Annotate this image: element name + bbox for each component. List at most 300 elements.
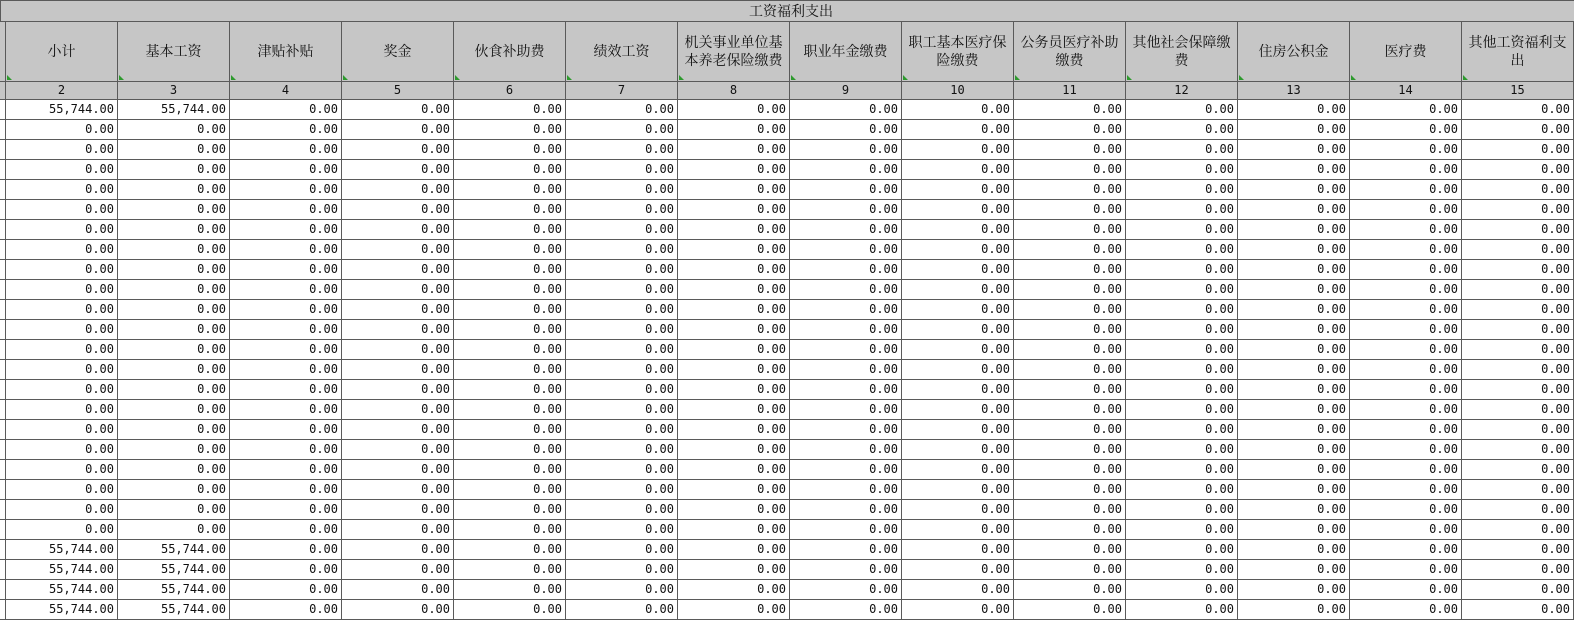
table-cell[interactable]: 0.00 xyxy=(342,560,454,580)
table-cell[interactable]: 0.00 xyxy=(1350,520,1462,540)
table-cell[interactable]: 0.00 xyxy=(1126,520,1238,540)
table-cell[interactable]: 0.00 xyxy=(678,320,790,340)
table-cell[interactable]: 0.00 xyxy=(566,600,678,620)
table-cell[interactable]: 0.00 xyxy=(1126,220,1238,240)
table-cell[interactable]: 0.00 xyxy=(566,260,678,280)
table-cell[interactable]: 0.00 xyxy=(790,160,902,180)
table-cell[interactable]: 0.00 xyxy=(1014,180,1126,200)
table-cell[interactable]: 0.00 xyxy=(454,360,566,380)
table-cell[interactable]: 0.00 xyxy=(6,320,118,340)
table-cell[interactable]: 0.00 xyxy=(1126,160,1238,180)
table-cell[interactable]: 0.00 xyxy=(1462,240,1574,260)
table-cell[interactable]: 0.00 xyxy=(1350,400,1462,420)
table-cell[interactable]: 0.00 xyxy=(678,520,790,540)
table-cell[interactable]: 0.00 xyxy=(678,440,790,460)
table-cell[interactable]: 0.00 xyxy=(6,200,118,220)
column-index-cell[interactable]: 9 xyxy=(790,82,902,100)
table-cell[interactable]: 0.00 xyxy=(1014,600,1126,620)
table-cell[interactable]: 0.00 xyxy=(230,380,342,400)
table-cell[interactable]: 0.00 xyxy=(902,220,1014,240)
table-cell[interactable]: 55,744.00 xyxy=(6,580,118,600)
table-cell[interactable]: 0.00 xyxy=(230,320,342,340)
table-cell[interactable]: 0.00 xyxy=(902,120,1014,140)
column-header-cell[interactable] xyxy=(342,22,454,82)
table-cell[interactable]: 0.00 xyxy=(790,360,902,380)
table-cell[interactable]: 0.00 xyxy=(342,460,454,480)
table-cell[interactable]: 0.00 xyxy=(6,440,118,460)
column-header-cell[interactable] xyxy=(1462,22,1574,82)
table-cell[interactable]: 0.00 xyxy=(6,500,118,520)
table-cell[interactable]: 0.00 xyxy=(902,100,1014,120)
table-cell[interactable]: 0.00 xyxy=(118,280,230,300)
table-cell[interactable]: 0.00 xyxy=(342,160,454,180)
table-cell[interactable]: 0.00 xyxy=(454,220,566,240)
table-cell[interactable]: 0.00 xyxy=(454,460,566,480)
table-cell[interactable]: 0.00 xyxy=(342,320,454,340)
table-cell[interactable]: 0.00 xyxy=(566,420,678,440)
table-cell[interactable]: 0.00 xyxy=(1238,180,1350,200)
group-header-cell[interactable]: 工资福利支出 xyxy=(0,0,1574,22)
column-index-cell[interactable]: 4 xyxy=(230,82,342,100)
table-cell[interactable]: 0.00 xyxy=(566,160,678,180)
table-cell[interactable]: 0.00 xyxy=(902,560,1014,580)
table-cell[interactable]: 0.00 xyxy=(118,340,230,360)
table-cell[interactable]: 0.00 xyxy=(1126,540,1238,560)
table-cell[interactable]: 0.00 xyxy=(1462,180,1574,200)
table-cell[interactable]: 0.00 xyxy=(1126,360,1238,380)
table-cell[interactable]: 0.00 xyxy=(230,400,342,420)
table-cell[interactable]: 0.00 xyxy=(566,100,678,120)
table-cell[interactable]: 0.00 xyxy=(230,460,342,480)
table-cell[interactable]: 0.00 xyxy=(678,560,790,580)
table-cell[interactable]: 0.00 xyxy=(1462,220,1574,240)
table-cell[interactable]: 0.00 xyxy=(230,520,342,540)
table-cell[interactable]: 0.00 xyxy=(1014,320,1126,340)
table-cell[interactable]: 0.00 xyxy=(566,180,678,200)
table-cell[interactable]: 0.00 xyxy=(1126,200,1238,220)
table-cell[interactable]: 0.00 xyxy=(1350,140,1462,160)
table-cell[interactable]: 0.00 xyxy=(1014,140,1126,160)
table-cell[interactable]: 0.00 xyxy=(1014,560,1126,580)
table-cell[interactable]: 0.00 xyxy=(902,400,1014,420)
column-index-cell[interactable]: 14 xyxy=(1350,82,1462,100)
table-cell[interactable]: 0.00 xyxy=(342,420,454,440)
table-cell[interactable]: 0.00 xyxy=(790,480,902,500)
table-cell[interactable]: 0.00 xyxy=(678,160,790,180)
table-cell[interactable]: 0.00 xyxy=(230,580,342,600)
table-cell[interactable]: 0.00 xyxy=(118,300,230,320)
table-cell[interactable]: 0.00 xyxy=(342,100,454,120)
table-cell[interactable]: 0.00 xyxy=(1462,200,1574,220)
table-cell[interactable]: 0.00 xyxy=(1238,440,1350,460)
table-cell[interactable]: 0.00 xyxy=(1238,380,1350,400)
table-cell[interactable]: 0.00 xyxy=(454,400,566,420)
table-cell[interactable]: 0.00 xyxy=(1462,300,1574,320)
table-cell[interactable]: 0.00 xyxy=(1462,340,1574,360)
table-cell[interactable]: 0.00 xyxy=(230,540,342,560)
table-cell[interactable]: 0.00 xyxy=(678,140,790,160)
table-cell[interactable]: 0.00 xyxy=(1350,500,1462,520)
table-cell[interactable]: 0.00 xyxy=(118,500,230,520)
table-cell[interactable]: 0.00 xyxy=(1350,320,1462,340)
table-cell[interactable]: 0.00 xyxy=(1014,400,1126,420)
table-cell[interactable]: 0.00 xyxy=(230,420,342,440)
table-cell[interactable]: 0.00 xyxy=(454,580,566,600)
table-cell[interactable]: 0.00 xyxy=(454,160,566,180)
table-cell[interactable]: 0.00 xyxy=(230,240,342,260)
table-cell[interactable]: 0.00 xyxy=(1238,340,1350,360)
table-cell[interactable]: 0.00 xyxy=(454,520,566,540)
table-cell[interactable]: 0.00 xyxy=(118,420,230,440)
table-cell[interactable]: 0.00 xyxy=(566,400,678,420)
table-cell[interactable]: 0.00 xyxy=(230,120,342,140)
table-cell[interactable]: 0.00 xyxy=(1462,400,1574,420)
table-cell[interactable]: 0.00 xyxy=(678,240,790,260)
table-cell[interactable]: 55,744.00 xyxy=(6,100,118,120)
table-cell[interactable]: 0.00 xyxy=(1238,100,1350,120)
table-cell[interactable]: 0.00 xyxy=(6,140,118,160)
table-cell[interactable]: 0.00 xyxy=(1238,320,1350,340)
table-cell[interactable]: 0.00 xyxy=(902,600,1014,620)
table-cell[interactable]: 0.00 xyxy=(1462,500,1574,520)
table-cell[interactable]: 0.00 xyxy=(902,160,1014,180)
table-cell[interactable]: 0.00 xyxy=(678,340,790,360)
table-cell[interactable]: 0.00 xyxy=(566,520,678,540)
table-cell[interactable]: 0.00 xyxy=(342,300,454,320)
table-cell[interactable]: 0.00 xyxy=(6,240,118,260)
table-cell[interactable]: 0.00 xyxy=(1462,520,1574,540)
table-cell[interactable]: 0.00 xyxy=(678,400,790,420)
column-header-cell[interactable] xyxy=(1014,22,1126,82)
table-cell[interactable]: 0.00 xyxy=(118,360,230,380)
table-cell[interactable]: 0.00 xyxy=(678,380,790,400)
table-cell[interactable]: 0.00 xyxy=(566,360,678,380)
table-cell[interactable]: 0.00 xyxy=(902,580,1014,600)
table-cell[interactable]: 0.00 xyxy=(1126,440,1238,460)
column-index-cell[interactable]: 2 xyxy=(6,82,118,100)
table-cell[interactable]: 0.00 xyxy=(1462,280,1574,300)
table-cell[interactable]: 0.00 xyxy=(1462,480,1574,500)
table-cell[interactable]: 0.00 xyxy=(790,100,902,120)
table-cell[interactable]: 0.00 xyxy=(1238,260,1350,280)
table-cell[interactable]: 0.00 xyxy=(1462,140,1574,160)
table-cell[interactable]: 0.00 xyxy=(1462,440,1574,460)
table-cell[interactable]: 0.00 xyxy=(566,560,678,580)
column-header-cell[interactable] xyxy=(790,22,902,82)
table-cell[interactable]: 0.00 xyxy=(342,120,454,140)
table-cell[interactable]: 0.00 xyxy=(790,540,902,560)
column-header-cell[interactable] xyxy=(1350,22,1462,82)
table-cell[interactable]: 0.00 xyxy=(790,240,902,260)
table-cell[interactable]: 0.00 xyxy=(790,120,902,140)
table-cell[interactable]: 0.00 xyxy=(902,540,1014,560)
table-cell[interactable]: 0.00 xyxy=(230,300,342,320)
table-cell[interactable]: 0.00 xyxy=(790,440,902,460)
table-cell[interactable]: 0.00 xyxy=(118,400,230,420)
table-cell[interactable]: 0.00 xyxy=(454,420,566,440)
table-cell[interactable]: 0.00 xyxy=(1126,380,1238,400)
table-cell[interactable]: 0.00 xyxy=(1126,180,1238,200)
column-header-cell[interactable] xyxy=(1238,22,1350,82)
table-cell[interactable]: 0.00 xyxy=(1014,160,1126,180)
table-cell[interactable]: 0.00 xyxy=(678,100,790,120)
table-cell[interactable]: 0.00 xyxy=(1126,280,1238,300)
table-cell[interactable]: 0.00 xyxy=(566,460,678,480)
table-cell[interactable]: 0.00 xyxy=(1014,340,1126,360)
table-cell[interactable]: 0.00 xyxy=(678,200,790,220)
table-cell[interactable]: 0.00 xyxy=(1462,540,1574,560)
column-header-cell[interactable] xyxy=(678,22,790,82)
table-cell[interactable]: 0.00 xyxy=(902,240,1014,260)
table-cell[interactable]: 0.00 xyxy=(342,520,454,540)
column-index-cell[interactable]: 3 xyxy=(118,82,230,100)
table-cell[interactable]: 0.00 xyxy=(342,440,454,460)
table-cell[interactable]: 0.00 xyxy=(454,120,566,140)
table-cell[interactable]: 0.00 xyxy=(1014,240,1126,260)
table-cell[interactable]: 0.00 xyxy=(454,340,566,360)
table-cell[interactable]: 0.00 xyxy=(902,340,1014,360)
table-cell[interactable]: 0.00 xyxy=(1238,400,1350,420)
table-cell[interactable]: 0.00 xyxy=(118,380,230,400)
table-cell[interactable]: 0.00 xyxy=(902,480,1014,500)
table-cell[interactable]: 0.00 xyxy=(902,420,1014,440)
table-cell[interactable]: 0.00 xyxy=(790,460,902,480)
table-cell[interactable]: 0.00 xyxy=(454,240,566,260)
table-cell[interactable]: 0.00 xyxy=(342,480,454,500)
table-cell[interactable]: 0.00 xyxy=(1238,540,1350,560)
table-cell[interactable]: 0.00 xyxy=(1238,460,1350,480)
table-cell[interactable]: 0.00 xyxy=(902,260,1014,280)
table-cell[interactable]: 0.00 xyxy=(790,180,902,200)
table-cell[interactable]: 0.00 xyxy=(790,580,902,600)
table-cell[interactable]: 0.00 xyxy=(454,140,566,160)
table-cell[interactable]: 0.00 xyxy=(6,180,118,200)
table-cell[interactable]: 0.00 xyxy=(1238,140,1350,160)
table-cell[interactable]: 0.00 xyxy=(118,140,230,160)
table-cell[interactable]: 0.00 xyxy=(1238,200,1350,220)
table-cell[interactable]: 0.00 xyxy=(6,160,118,180)
table-cell[interactable]: 55,744.00 xyxy=(118,100,230,120)
table-cell[interactable]: 0.00 xyxy=(454,440,566,460)
table-cell[interactable]: 0.00 xyxy=(902,520,1014,540)
column-header-cell[interactable] xyxy=(454,22,566,82)
table-cell[interactable]: 0.00 xyxy=(1014,480,1126,500)
table-cell[interactable]: 0.00 xyxy=(566,480,678,500)
table-cell[interactable]: 55,744.00 xyxy=(118,560,230,580)
table-cell[interactable]: 0.00 xyxy=(1126,260,1238,280)
table-cell[interactable]: 0.00 xyxy=(1238,520,1350,540)
table-cell[interactable]: 0.00 xyxy=(566,220,678,240)
table-cell[interactable]: 0.00 xyxy=(118,120,230,140)
table-cell[interactable]: 0.00 xyxy=(454,380,566,400)
table-cell[interactable]: 0.00 xyxy=(1014,120,1126,140)
table-cell[interactable]: 0.00 xyxy=(1126,340,1238,360)
table-cell[interactable]: 0.00 xyxy=(1126,100,1238,120)
table-cell[interactable]: 0.00 xyxy=(6,220,118,240)
table-cell[interactable]: 0.00 xyxy=(678,580,790,600)
table-cell[interactable]: 0.00 xyxy=(1350,100,1462,120)
table-cell[interactable]: 0.00 xyxy=(454,480,566,500)
table-cell[interactable]: 0.00 xyxy=(678,300,790,320)
table-cell[interactable]: 0.00 xyxy=(902,500,1014,520)
table-cell[interactable]: 0.00 xyxy=(902,380,1014,400)
table-cell[interactable]: 0.00 xyxy=(1462,100,1574,120)
table-cell[interactable]: 0.00 xyxy=(230,480,342,500)
table-cell[interactable]: 0.00 xyxy=(790,600,902,620)
table-cell[interactable]: 0.00 xyxy=(1462,380,1574,400)
table-cell[interactable]: 0.00 xyxy=(790,380,902,400)
table-cell[interactable]: 0.00 xyxy=(1126,320,1238,340)
table-cell[interactable]: 0.00 xyxy=(1238,480,1350,500)
column-index-cell[interactable]: 12 xyxy=(1126,82,1238,100)
table-cell[interactable]: 0.00 xyxy=(1238,580,1350,600)
table-cell[interactable]: 0.00 xyxy=(678,260,790,280)
column-index-cell[interactable]: 7 xyxy=(566,82,678,100)
table-cell[interactable]: 0.00 xyxy=(6,340,118,360)
table-cell[interactable]: 0.00 xyxy=(678,220,790,240)
table-cell[interactable]: 0.00 xyxy=(790,280,902,300)
table-cell[interactable]: 0.00 xyxy=(790,560,902,580)
table-cell[interactable]: 0.00 xyxy=(790,220,902,240)
table-cell[interactable]: 0.00 xyxy=(1350,300,1462,320)
table-cell[interactable]: 0.00 xyxy=(342,220,454,240)
table-cell[interactable]: 0.00 xyxy=(790,300,902,320)
table-cell[interactable]: 0.00 xyxy=(342,180,454,200)
table-cell[interactable]: 0.00 xyxy=(454,260,566,280)
table-cell[interactable]: 0.00 xyxy=(230,600,342,620)
table-cell[interactable]: 0.00 xyxy=(230,280,342,300)
table-cell[interactable]: 0.00 xyxy=(1350,580,1462,600)
table-cell[interactable]: 0.00 xyxy=(790,200,902,220)
table-cell[interactable]: 0.00 xyxy=(1462,460,1574,480)
table-cell[interactable]: 0.00 xyxy=(342,500,454,520)
table-cell[interactable]: 0.00 xyxy=(1126,600,1238,620)
table-cell[interactable]: 0.00 xyxy=(342,360,454,380)
table-cell[interactable]: 0.00 xyxy=(1350,340,1462,360)
table-cell[interactable]: 0.00 xyxy=(1462,360,1574,380)
table-cell[interactable]: 0.00 xyxy=(6,520,118,540)
table-cell[interactable]: 0.00 xyxy=(566,540,678,560)
table-cell[interactable]: 0.00 xyxy=(342,200,454,220)
table-cell[interactable]: 0.00 xyxy=(566,140,678,160)
table-cell[interactable]: 0.00 xyxy=(454,200,566,220)
table-cell[interactable]: 0.00 xyxy=(678,280,790,300)
table-cell[interactable]: 0.00 xyxy=(118,240,230,260)
table-cell[interactable]: 0.00 xyxy=(1014,520,1126,540)
table-cell[interactable]: 0.00 xyxy=(1350,360,1462,380)
table-cell[interactable]: 0.00 xyxy=(342,140,454,160)
table-cell[interactable]: 0.00 xyxy=(902,320,1014,340)
table-cell[interactable]: 0.00 xyxy=(566,300,678,320)
table-cell[interactable]: 0.00 xyxy=(678,420,790,440)
table-cell[interactable]: 0.00 xyxy=(6,360,118,380)
table-cell[interactable]: 0.00 xyxy=(454,560,566,580)
table-cell[interactable]: 0.00 xyxy=(1014,360,1126,380)
table-cell[interactable]: 0.00 xyxy=(902,280,1014,300)
table-cell[interactable]: 0.00 xyxy=(1014,300,1126,320)
table-cell[interactable]: 0.00 xyxy=(230,180,342,200)
table-cell[interactable]: 0.00 xyxy=(118,160,230,180)
table-cell[interactable]: 0.00 xyxy=(1126,460,1238,480)
table-cell[interactable]: 0.00 xyxy=(6,260,118,280)
table-cell[interactable]: 0.00 xyxy=(678,360,790,380)
table-cell[interactable]: 0.00 xyxy=(1350,280,1462,300)
table-cell[interactable]: 0.00 xyxy=(1238,500,1350,520)
table-cell[interactable]: 0.00 xyxy=(1238,280,1350,300)
table-cell[interactable]: 0.00 xyxy=(790,140,902,160)
table-cell[interactable]: 0.00 xyxy=(118,480,230,500)
table-cell[interactable]: 0.00 xyxy=(6,480,118,500)
table-cell[interactable]: 0.00 xyxy=(342,240,454,260)
table-cell[interactable]: 0.00 xyxy=(1126,560,1238,580)
table-cell[interactable]: 0.00 xyxy=(1238,240,1350,260)
table-cell[interactable]: 0.00 xyxy=(790,320,902,340)
column-header-cell[interactable] xyxy=(1126,22,1238,82)
table-cell[interactable]: 0.00 xyxy=(1350,480,1462,500)
table-cell[interactable]: 0.00 xyxy=(454,180,566,200)
table-cell[interactable]: 0.00 xyxy=(1126,140,1238,160)
table-cell[interactable]: 0.00 xyxy=(342,580,454,600)
table-cell[interactable]: 0.00 xyxy=(118,180,230,200)
table-cell[interactable]: 0.00 xyxy=(566,120,678,140)
table-cell[interactable]: 0.00 xyxy=(1126,420,1238,440)
column-index-cell[interactable]: 6 xyxy=(454,82,566,100)
table-cell[interactable]: 0.00 xyxy=(1350,380,1462,400)
table-cell[interactable]: 0.00 xyxy=(1014,540,1126,560)
table-cell[interactable]: 0.00 xyxy=(1350,540,1462,560)
table-cell[interactable]: 0.00 xyxy=(1238,120,1350,140)
column-index-cell[interactable]: 8 xyxy=(678,82,790,100)
table-cell[interactable]: 0.00 xyxy=(1126,300,1238,320)
column-index-cell[interactable]: 15 xyxy=(1462,82,1574,100)
column-index-cell[interactable]: 5 xyxy=(342,82,454,100)
table-cell[interactable]: 0.00 xyxy=(1350,200,1462,220)
table-cell[interactable]: 0.00 xyxy=(678,460,790,480)
table-cell[interactable]: 0.00 xyxy=(118,260,230,280)
table-cell[interactable]: 0.00 xyxy=(454,320,566,340)
table-cell[interactable]: 0.00 xyxy=(118,200,230,220)
table-cell[interactable]: 0.00 xyxy=(1350,160,1462,180)
table-cell[interactable]: 0.00 xyxy=(230,360,342,380)
table-cell[interactable]: 0.00 xyxy=(902,180,1014,200)
table-cell[interactable]: 0.00 xyxy=(1350,440,1462,460)
column-header-cell[interactable] xyxy=(566,22,678,82)
table-cell[interactable]: 0.00 xyxy=(790,520,902,540)
table-cell[interactable]: 0.00 xyxy=(342,400,454,420)
table-cell[interactable]: 0.00 xyxy=(1014,440,1126,460)
table-cell[interactable]: 0.00 xyxy=(566,200,678,220)
table-cell[interactable]: 0.00 xyxy=(1462,560,1574,580)
table-cell[interactable]: 0.00 xyxy=(1238,360,1350,380)
table-cell[interactable]: 0.00 xyxy=(1126,500,1238,520)
table-cell[interactable]: 0.00 xyxy=(1238,600,1350,620)
column-index-cell[interactable]: 13 xyxy=(1238,82,1350,100)
table-cell[interactable]: 0.00 xyxy=(1126,240,1238,260)
table-cell[interactable]: 0.00 xyxy=(454,540,566,560)
table-cell[interactable]: 0.00 xyxy=(230,260,342,280)
table-cell[interactable]: 0.00 xyxy=(902,360,1014,380)
table-cell[interactable]: 0.00 xyxy=(678,540,790,560)
column-header-cell[interactable] xyxy=(6,22,118,82)
table-cell[interactable]: 0.00 xyxy=(1014,580,1126,600)
table-cell[interactable]: 0.00 xyxy=(902,300,1014,320)
table-cell[interactable]: 0.00 xyxy=(342,600,454,620)
table-cell[interactable]: 0.00 xyxy=(342,540,454,560)
table-cell[interactable]: 0.00 xyxy=(454,500,566,520)
table-cell[interactable]: 0.00 xyxy=(230,500,342,520)
table-cell[interactable]: 0.00 xyxy=(1126,480,1238,500)
table-cell[interactable]: 55,744.00 xyxy=(118,600,230,620)
